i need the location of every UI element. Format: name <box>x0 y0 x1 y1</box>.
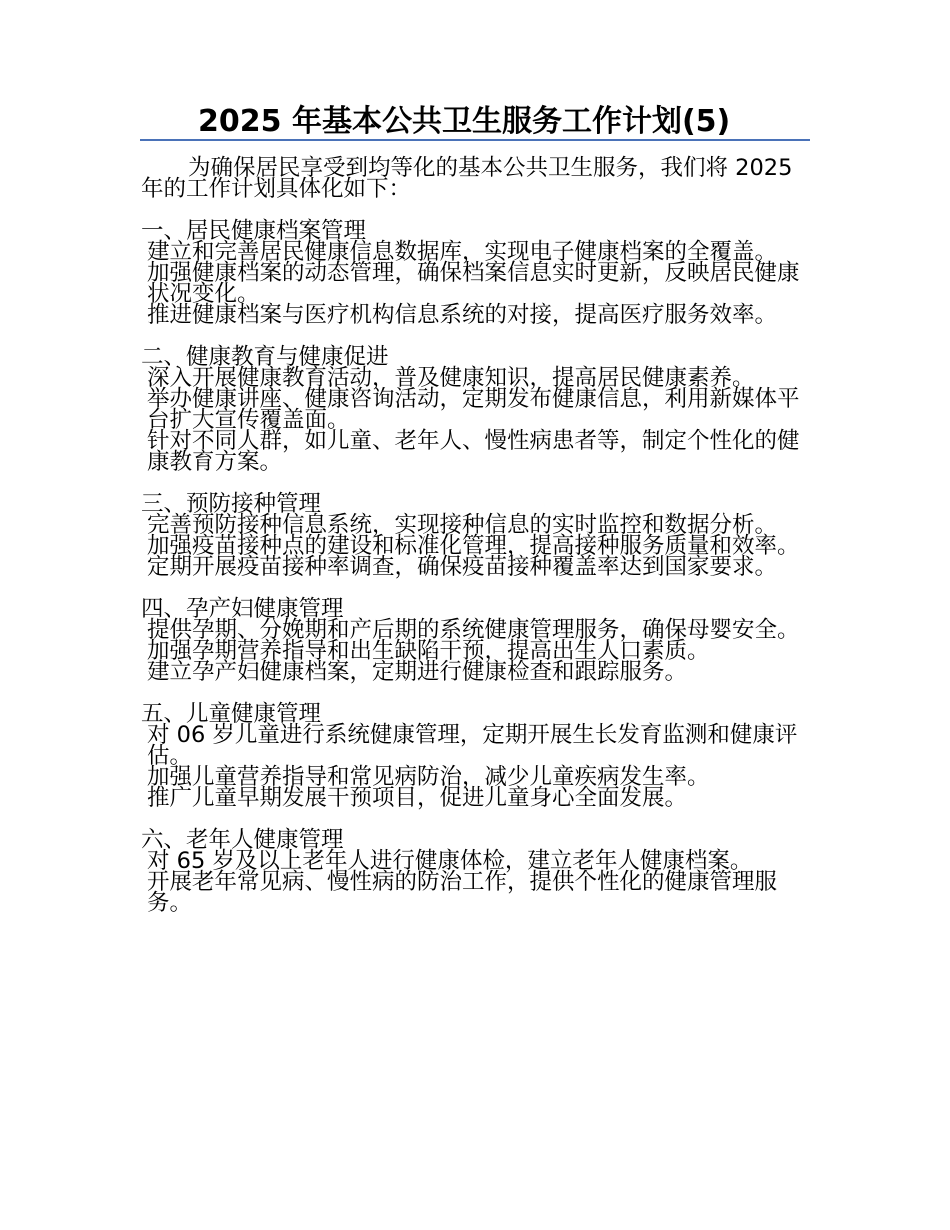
section-vaccination <box>141 491 811 580</box>
document-body <box>141 155 811 916</box>
section-heading: 六、老年人健康管理 <box>141 827 344 853</box>
intro-paragraph: 为确保居民享受到均等化的基本公共卫生服务，我们将 2025 年的工作计划具体化如下： <box>141 155 793 202</box>
section-heading: 五、儿童健康管理 <box>141 701 322 727</box>
list-item: 举办健康讲座、健康咨询活动，定期发布健康信息，利用新媒体平台扩大宣传覆盖面。 <box>147 386 800 433</box>
section-child-health <box>141 701 811 811</box>
list-item: 加强疫苗接种点的建设和标准化管理，提高接种服务质量和效率。 <box>147 533 800 559</box>
page-title: 2025 年基本公共卫生服务工作计划(5) <box>198 104 731 139</box>
list-item: 对 65 岁及以上老年人进行健康体检，建立老年人健康档案。 <box>147 848 753 874</box>
list-item: 推进健康档案与医疗机构信息系统的对接，提高医疗服务效率。 <box>147 302 778 328</box>
list-item: 建立孕产妇健康档案，定期进行健康检查和跟踪服务。 <box>147 659 688 685</box>
list-item: 定期开展疫苗接种率调查，确保疫苗接种覆盖率达到国家要求。 <box>147 554 778 580</box>
section-heading: 一、居民健康档案管理 <box>141 218 367 244</box>
list-item: 建立和完善居民健康信息数据库，实现电子健康档案的全覆盖。 <box>147 239 778 265</box>
list-item: 提供孕期、分娩期和产后期的系统健康管理服务，确保母婴安全。 <box>147 617 800 643</box>
list-item: 对 06 岁儿童进行系统健康管理，定期开展生长发育监测和健康评估。 <box>147 722 798 769</box>
list-item: 开展老年常见病、慢性病的防治工作，提供个性化的健康管理服务。 <box>147 869 778 916</box>
list-item: 加强健康档案的动态管理，确保档案信息实时更新，反映居民健康状况变化。 <box>147 260 800 307</box>
section-heading: 三、预防接种管理 <box>141 491 322 517</box>
list-item: 加强孕期营养指导和出生缺陷干预，提高出生人口素质。 <box>147 638 710 664</box>
list-item: 推广儿童早期发展干预项目，促进儿童身心全面发展。 <box>147 785 688 811</box>
list-item: 加强儿童营养指导和常见病防治，减少儿童疾病发生率。 <box>147 764 710 790</box>
list-item: 针对不同人群，如儿童、老年人、慢性病患者等，制定个性化的健康教育方案。 <box>147 428 800 475</box>
list-item: 完善预防接种信息系统，实现接种信息的实时监控和数据分析。 <box>147 512 778 538</box>
section-maternal-health <box>141 596 811 685</box>
section-heading: 二、健康教育与健康促进 <box>141 344 389 370</box>
list-item: 深入开展健康教育活动，普及健康知识，提高居民健康素养。 <box>147 365 755 391</box>
section-health-education <box>141 344 811 475</box>
section-elderly-health <box>141 827 811 916</box>
section-heading: 四、孕产妇健康管理 <box>141 596 344 622</box>
title-underline <box>140 139 810 141</box>
section-health-records <box>141 218 811 328</box>
